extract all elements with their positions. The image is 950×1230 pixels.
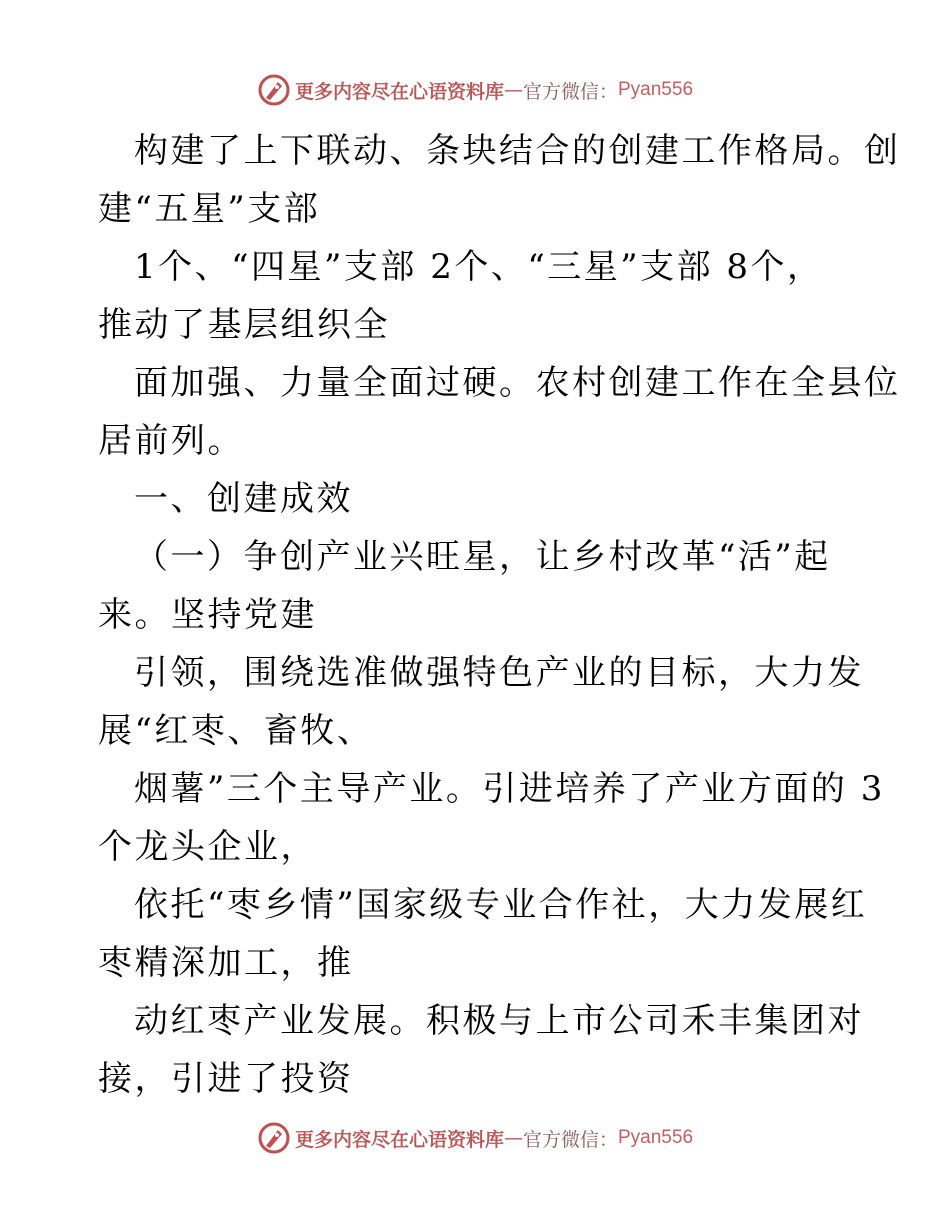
text-line: 展“红枣、畜牧、 [98, 711, 374, 751]
document-body [98, 122, 901, 1108]
text-line: 来。坚持党建 [98, 595, 317, 635]
pen-nib-logo-icon [257, 73, 291, 107]
text-line: 建“五星”支部 [98, 189, 321, 229]
watermark-wechat-label: 官方微信： [522, 80, 618, 103]
watermark-wechat-id: Pyan556 [618, 79, 694, 100]
text-line: 烟薯”三个主导产业。引进培养了产业方面的 3 [134, 769, 885, 809]
watermark-wechat-id: Pyan556 [618, 1127, 694, 1148]
text-line: 推动了基层组织全 [98, 305, 390, 345]
text-line: 居前列。 [98, 421, 244, 461]
watermark-wechat-label: 官方微信： [522, 1128, 618, 1151]
text-line: 接，引进了投资 [98, 1059, 354, 1099]
text-line: 1个、“四星”支部 2个、“三星”支部 8个， [134, 247, 824, 287]
watermark-brand: 更多内容尽在心语资料库 [294, 80, 504, 103]
text-line: 面加强、力量全面过硬。农村创建工作在全县位 [134, 363, 901, 403]
text-line: 个龙头企业， [98, 827, 317, 867]
watermark-separator: — [503, 1127, 523, 1149]
pen-nib-logo-icon [257, 1121, 291, 1155]
header-watermark [0, 70, 950, 110]
subsection-heading: （一）争创产业兴旺星，让乡村改革“活”起 [134, 537, 831, 577]
text-line: 枣精深加工，推 [98, 943, 354, 983]
footer-watermark [0, 1118, 950, 1158]
section-heading: 一、创建成效 [134, 479, 353, 519]
text-line: 构建了上下联动、条块结合的创建工作格局。创 [134, 131, 901, 171]
text-line: 依托“枣乡情”国家级专业合作社，大力发展红 [134, 885, 868, 925]
text-line: 引领，围绕选准做强特色产业的目标，大力发 [134, 653, 864, 693]
watermark-separator: — [503, 79, 523, 101]
watermark-brand: 更多内容尽在心语资料库 [294, 1128, 504, 1151]
text-line: 动红枣产业发展。积极与上市公司禾丰集团对 [134, 1001, 864, 1041]
